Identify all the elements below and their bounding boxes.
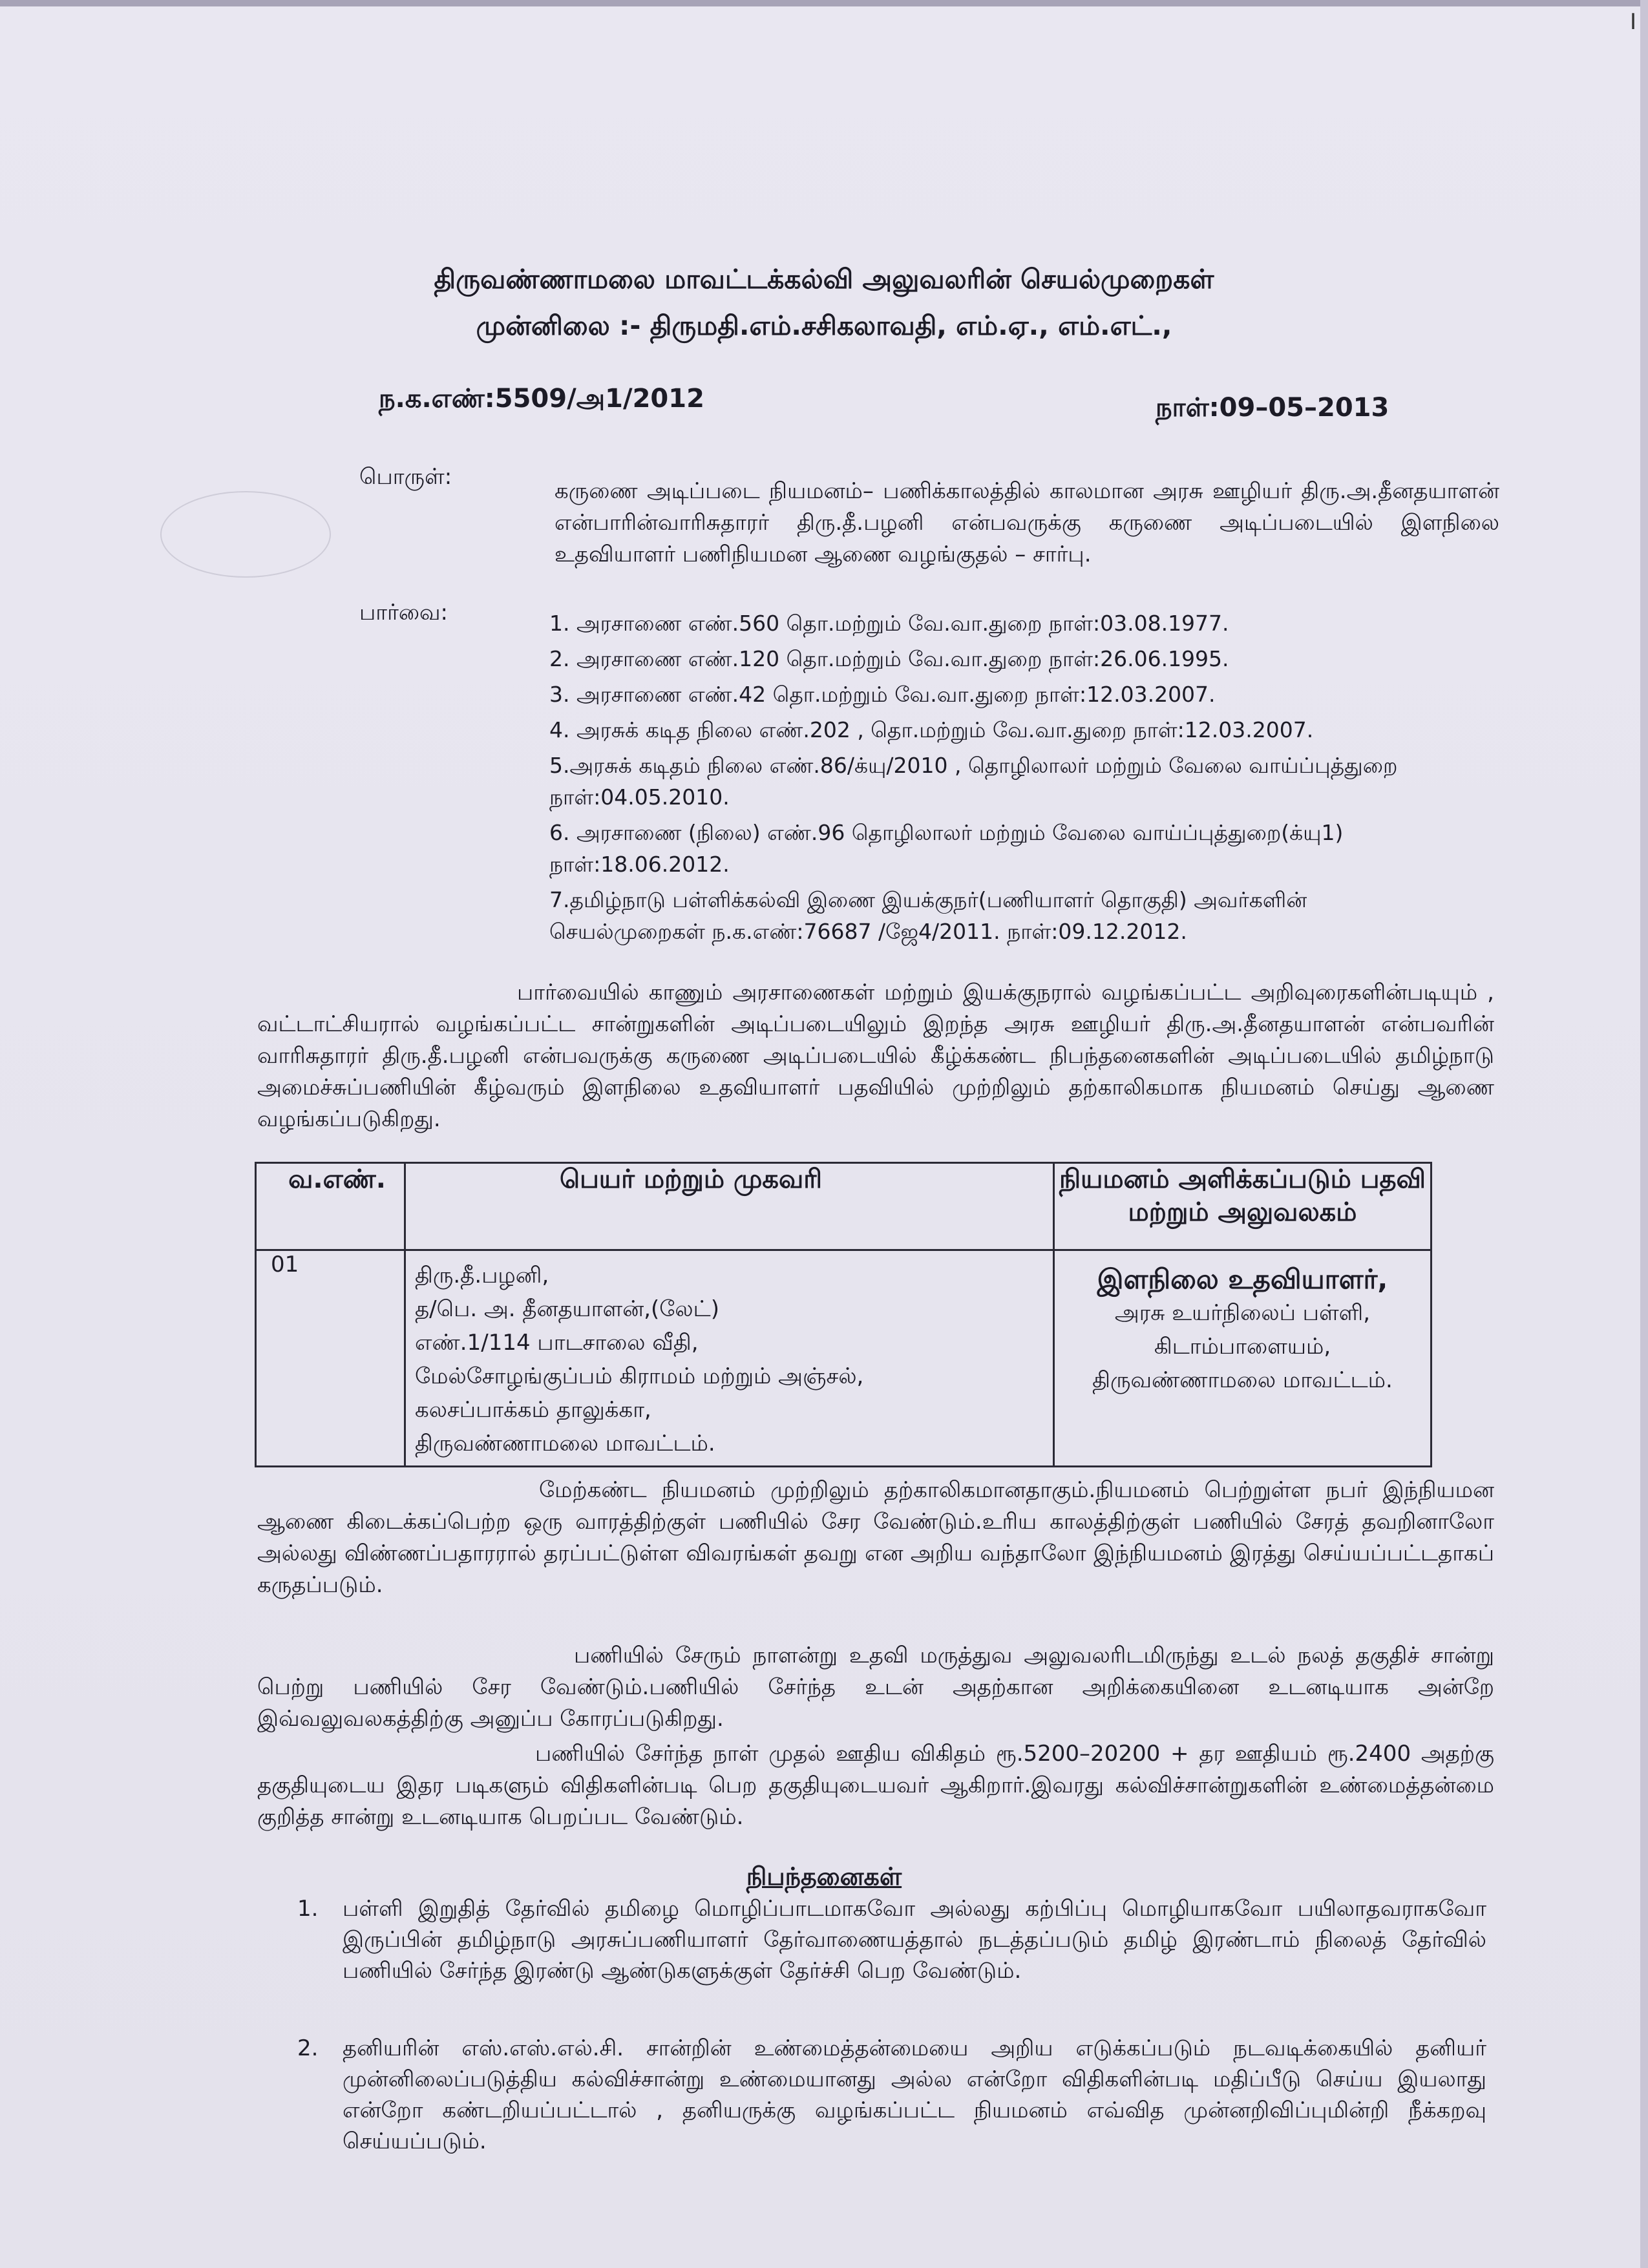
document-title: திருவண்ணாமலை மாவட்டக்கல்வி அலுவலரின் செயல்முறைகள்: [434, 264, 1214, 295]
office-line: அரசு உயர்நிலைப் பள்ளி,: [1114, 1300, 1371, 1326]
conditions-heading: நிபந்தனைகள்: [746, 1862, 902, 1891]
reference-item: 1. அரசாணை எண்.560 தொ.மற்றும் வே.வா.துறை நாள்:03.08.1977.: [549, 611, 1229, 636]
reference-item: 3. அரசாணை எண்.42 தொ.மற்றும் வே.வா.துறை நாள்:12.03.2007.: [549, 682, 1216, 707]
reference-item: 7.தமிழ்நாடு பள்ளிக்கல்வி இணை இயக்குநர்(பணியாளர் தொகுதி) அவர்களின் செயல்முறைகள் ந.க.எண்:76687 /ஜே4/2011. நாள்:09.12.2012.: [549, 887, 1307, 944]
address-line: மேல்சோழங்குப்பம் கிராமம் மற்றும் அஞ்சல்,: [415, 1363, 864, 1389]
office-line: திருவண்ணாமலை மாவட்டம்.: [1092, 1367, 1393, 1393]
faint-stamp-mark: [160, 491, 331, 578]
subject-text: கருணை அடிப்படை நியமனம்– பணிக்காலத்தில் காலமான அரசு ஊழியர் திரு.அ.தீனதயாளன் என்பாரின்வாரிசுதாரர் திரு.தீ.பழனி என்பவருக்கு கருணை அடிப்படையில் இளநிலை உதவியாளர் பணிநியமன ஆணை வழங்குதல் – சார்பு.: [555, 478, 1499, 567]
reference-number: ந.க.எண்:5509/அ1/2012: [379, 384, 704, 414]
reference-item: 6. அரசாணை (நிலை) எண்.96 தொழிலாலர் மற்றும் வேலை வாய்ப்புத்துறை(க்யு1) நாள்:18.06.2012.: [549, 820, 1344, 877]
cell-post-office: [1054, 1250, 1431, 1467]
table-row: [256, 1250, 1431, 1467]
body-paragraph-1: பார்வையில் காணும் அரசாணைகள் மற்றும் இயக்குநரால் வழங்கப்பட்ட அறிவுரைகளின்படியும் , வட்டாட்சியரால் வழங்கப்பட்ட சான்றுகளின் அடிப்படையிலும் இறந்த அரசு ஊழியர் திரு.அ.தீனதயாளன் என்பவரின் வாரிசுதாரர் திரு.தீ.பழனி என்பவருக்கு கருணை அடிப்படையில் கீழ்க்கண்ட நிபந்தனைகளின் அடிப்படையில் தமிழ்நாடு அமைச்சுப்பணியின் கீழ்வரும் இளநிலை உதவியாளர் பதவியில் முற்றிலும் தற்காலிகமாக நியமனம் செய்து ஆணை வழங்கப்படுகிறது.: [257, 980, 1494, 1132]
post-title: இளநிலை உதவியாளர்,: [1097, 1263, 1388, 1295]
header-post-office: நியமனம் அளிக்கப்படும் பதவி மற்றும் அலுவலகம்: [1054, 1163, 1431, 1250]
body-paragraph-3: பணியில் சேரும் நாளன்று உதவி மருத்துவ அலுவலரிடமிருந்து உடல் நலத் தகுதிச் சான்று பெற்று பணியில் சேர வேண்டும்.பணியில் சேர்ந்த உடன் அதற்கான அறிக்கையினை உடனடியாக அன்றே இவ்வலுவலகத்திற்கு அனுப்ப கோரப்படுகிறது.: [257, 1643, 1494, 1732]
header-name-address: பெயர் மற்றும் முகவரி: [405, 1163, 1054, 1250]
references-label: பார்வை:: [359, 600, 448, 625]
condition-item: [297, 1893, 1486, 1986]
condition-item: [297, 2033, 1486, 2157]
address-line: திரு.தீ.பழனி,: [415, 1263, 549, 1288]
condition-text: தனியரின் எஸ்.எஸ்.எல்.சி. சான்றின் உண்மைத்தன்மையை அறிய எடுக்கப்படும் நடவடிக்கையில் தனியர் முன்னிலைப்படுத்திய கல்விச்சான்று உண்மையானது அல்ல என்றோ விதிகளின்படி மதிப்பீடு செய்ய இயலாது என்றோ கண்டறியப்பட்டால் , தனியருக்கு வழங்கப்பட்ட நியமனம் எவ்வித முன்னறிவிப்புமின்றி நீக்கறவு செய்யப்படும்.: [343, 2035, 1486, 2154]
body-paragraph-2: மேற்கண்ட நியமனம் முற்றிலும் தற்காலிகமானதாகும்.நியமனம் பெற்றுள்ள நபர் இந்நியமன ஆணை கிடைக்கப்பெற்ற ஒரு வாரத்திற்குள் பணியில் சேர வேண்டும்.உரிய காலத்திற்குள் பணியில் சேரத் தவறினாலோ அல்லது விண்ணப்பதாரரால் தரப்பட்டுள்ள விவரங்கள் தவறு என அறிய வந்தாலோ இந்நியமனம் இரத்து செய்யப்பட்டதாகப் கருதப்படும்.: [257, 1477, 1494, 1598]
document-subtitle: முன்னிலை :- திருமதி.எம்.சசிகலாவதி, எம்.ஏ., எம்.எட்.,: [476, 310, 1172, 341]
address-line: திருவண்ணாமலை மாவட்டம்.: [415, 1431, 715, 1456]
reference-item: 2. அரசாணை எண்.120 தொ.மற்றும் வே.வா.துறை நாள்:26.06.1995.: [549, 646, 1229, 671]
subject-label: பொருள்:: [359, 464, 452, 490]
cell-address: [405, 1250, 1054, 1467]
address-line: கலசப்பாக்கம் தாலுக்கா,: [415, 1397, 651, 1423]
scan-edge-top: [0, 0, 1648, 6]
condition-text: பள்ளி இறுதித் தேர்வில் தமிழை மொழிப்பாடமாகவோ அல்லது கற்பிப்பு மொழியாகவோ பயிலாதவராகவோ இருப்பின் தமிழ்நாடு அரசுப்பணியாளர் தேர்வாணையத்தால் நடத்தப்படும் தமிழ் இரண்டாம் நிலைத் தேர்வில் பணியில் சேர்ந்த இரண்டு ஆண்டுகளுக்குள் தேர்ச்சி பெற வேண்டும்.: [343, 1896, 1486, 1984]
document-date: நாள்:09–05–2013: [1156, 393, 1389, 423]
office-line: கிடாம்பாளையம்,: [1154, 1334, 1331, 1360]
condition-number: 1.: [297, 1896, 319, 1922]
condition-number: 2.: [297, 2035, 319, 2061]
header-serial: வ.எண்.: [256, 1163, 405, 1250]
body-paragraph-4: பணியில் சேர்ந்த நாள் முதல் ஊதிய விகிதம் ரூ.5200–20200 + தர ஊதியம் ரூ.2400 அதற்கு தகுதியுடைய இதர படிகளும் விதிகளின்படி பெற தகுதியுடையவர் ஆகிறார்.இவரது கல்விச்சான்றுகளின் உண்மைத்தன்மை குறித்த சான்று உடனடியாக பெறப்பட வேண்டும்.: [257, 1741, 1494, 1830]
address-line: எண்.1/114 பாடசாலை வீதி,: [415, 1330, 699, 1356]
address-line: த/பெ. அ. தீனதயாளன்,(லேட்): [415, 1296, 719, 1322]
reference-item: 4. அரசுக் கடித நிலை எண்.202 , தொ.மற்றும் வே.வா.துறை நாள்:12.03.2007.: [549, 717, 1314, 742]
reference-item: 5.அரசுக் கடிதம் நிலை எண்.86/க்யு/2010 , தொழிலாலர் மற்றும் வேலை வாய்ப்புத்துறை நாள்:04.05.2010.: [549, 753, 1398, 810]
cell-serial: 01: [256, 1250, 405, 1467]
appointment-table: [255, 1162, 1432, 1467]
references-list: [549, 607, 1454, 951]
table-header-row: [256, 1163, 1431, 1250]
corner-mark: Ⅰ: [1629, 9, 1636, 35]
